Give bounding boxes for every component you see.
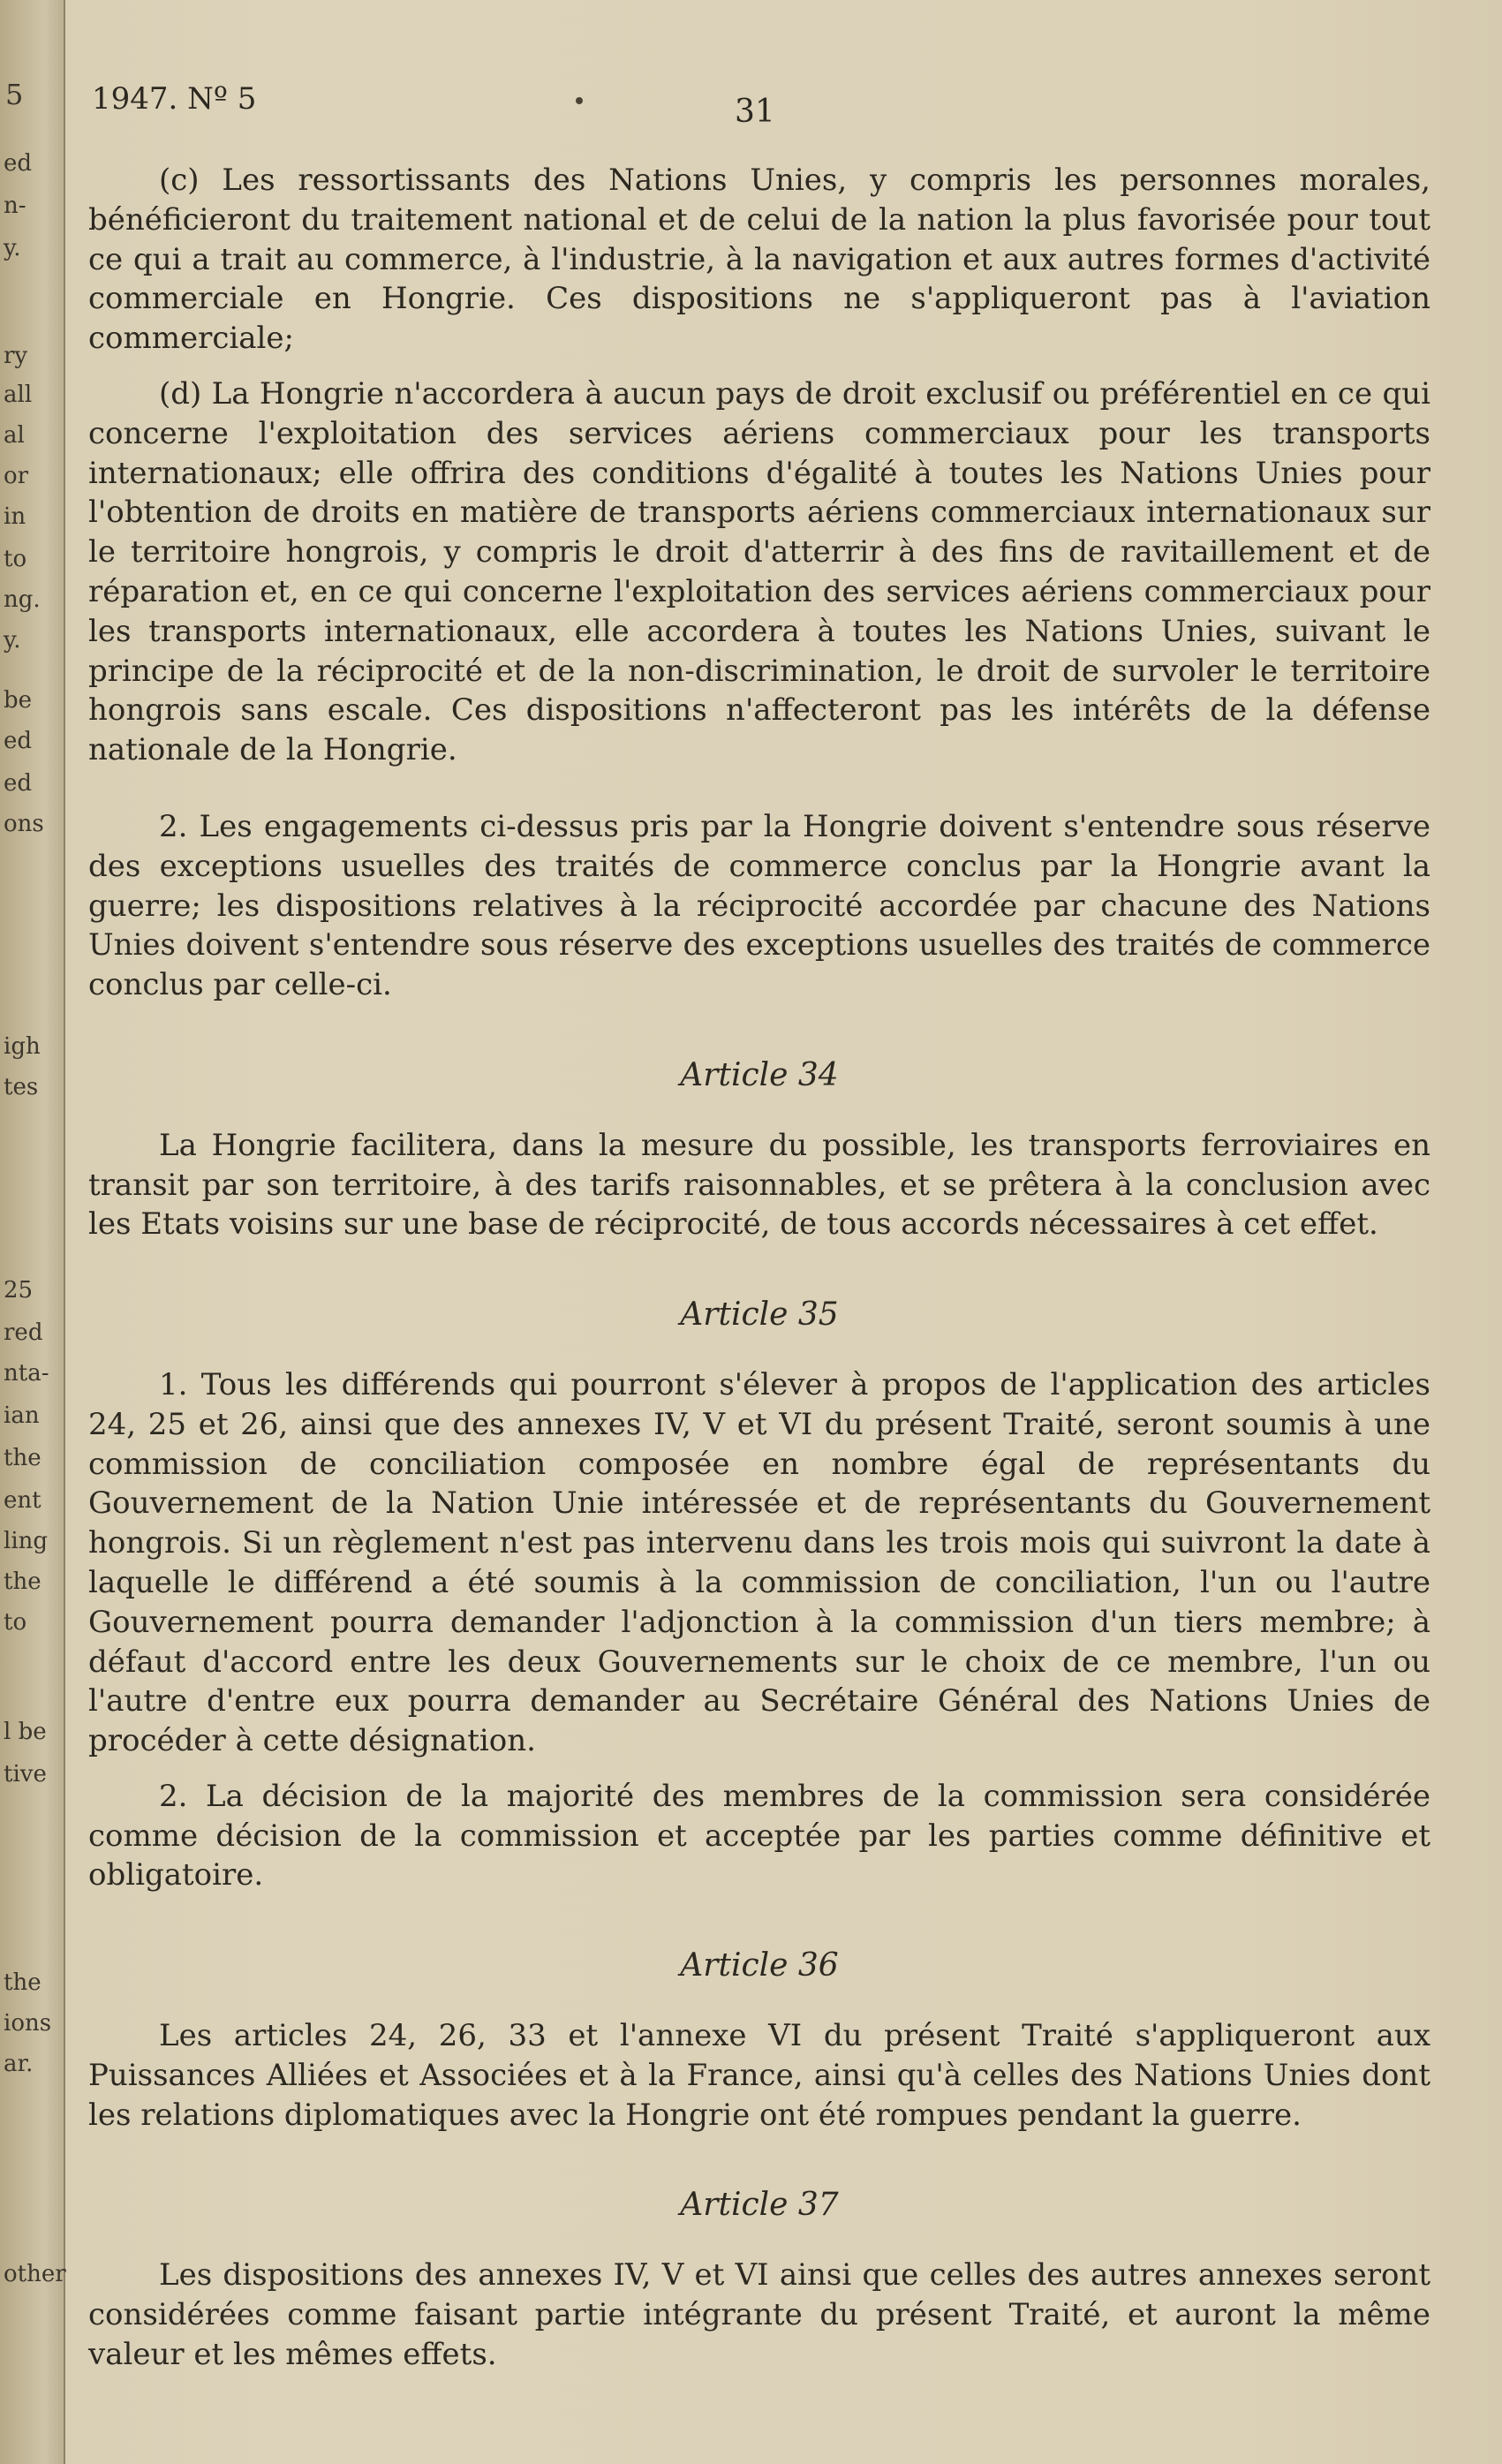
margin-fragment: n- (4, 193, 26, 219)
margin-fragment: tes (4, 1074, 39, 1100)
margin-fragment: ian (4, 1402, 40, 1429)
paragraph-2: 2. Les engagements ci-dessus pris par la Hongrie doivent s'entendre sous réserve des exceptions usuelles des traités de commerce conclus par la Hongrie avant la guerre; les dispositions relatives à la réciprocité accordée par chacune des Nations Unies doivent s'entendre sous réserve des exceptions usuelles des traités de commerce conclus par celle-ci. (88, 808, 1430, 1003)
margin-fragment: ar. (4, 2051, 34, 2077)
margin-fragment: or (4, 463, 29, 489)
margin-fragment: ed (4, 728, 33, 754)
page-body (88, 161, 1430, 2391)
adjacent-page-margin (0, 0, 65, 2464)
article-35-heading: Article 35 (680, 1296, 839, 1334)
margin-fragment: to (4, 546, 27, 572)
margin-fragment: to (4, 1609, 27, 1636)
margin-fragment: al (4, 422, 25, 449)
margin-fragment: ons (4, 811, 44, 837)
margin-fragment: all (4, 382, 33, 408)
margin-fragment: the (4, 1445, 42, 1471)
margin-fragment: l be (4, 1719, 47, 1745)
margin-fragment: 25 (4, 1277, 34, 1304)
paragraph-d: (d) La Hongrie n'accordera à aucun pays de droit exclusif ou préférentiel en ce qui concerne l'exploitation des services aériens commerciaux pour les transports internationaux; elle offrira des conditions d'égalité à toutes les Nations Unies pour l'obtention de droits en matière de transports aériens commerciaux internationaux sur le territoire hongrois, y compris le droit d'atterrir à des fins de ravitaillement et de réparation et, en ce qui concerne l'exploitation des services aériens commerciaux pour les transports internationaux, elle accordera à toutes les Nations Unies, suivant le principe de la réciprocité et de la non-discrimination, le droit de survoler le territoire hongrois sans escale. Ces dispositions n'affecteront pas les intérêts de la défense nationale de la Hongrie. (88, 375, 1430, 768)
margin-fragment: the (4, 1568, 42, 1595)
margin-fragment: y. (4, 235, 21, 261)
margin-fragment: the (4, 1969, 42, 1996)
margin-fragment: y. (4, 627, 21, 654)
paragraph-c: (c) Les ressortissants des Nations Unies, y compris les personnes morales, bénéficieront du traitement national et de celui de la nation la plus favorisée pour tout ce qui a trait au commerce, à l'industrie, à la navigation et aux autres formes d'activité commerciale en Hongrie. Ces dispositions ne s'appliqueront pas à l'aviation commerciale; (88, 163, 1430, 357)
article-34-text: La Hongrie facilitera, dans la mesure du possible, les transports ferroviaires en transit par son territoire, à des tarifs raisonnables, et se prêtera à la conclusion avec les Etats voisins sur une base de réciprocité, de tous accords nécessaires à cet effet. (88, 1127, 1430, 1243)
page-number: 31 (735, 94, 775, 130)
margin-fragment: ed (4, 770, 33, 797)
ink-dot (576, 97, 583, 104)
article-34-heading: Article 34 (680, 1056, 839, 1093)
margin-fragment: tive (4, 1761, 47, 1788)
margin-fragment: ed (4, 150, 33, 177)
article-36-heading: Article 36 (680, 1947, 839, 1984)
margin-fragment: be (4, 687, 33, 714)
margin-fragment: ng. (4, 586, 41, 613)
article-36-text: Les articles 24, 26, 33 et l'annexe VI du présent Traité s'appliqueront aux Puissances Alliées et Associées et à la France, ainsi qu'à celles des Nations Unies dont les relations diplomatiques avec la Hongrie ont été rompues pendant la guerre. (88, 2018, 1430, 2133)
margin-fragment: red (4, 1319, 43, 1346)
article-35-paragraph-1: 1. Tous les différends qui pourront s'élever à propos de l'application des articles 24, 25 et 26, ainsi que des annexes IV, V et VI du présent Traité, seront soumis à une commission de conciliation composée en nombre égal de représentants du Gouvernement de la Nation Unie intéressée et de représentants du Gouvernement hongrois. Si un règlement n'est pas intervenu dans les trois mois qui suivront la date à laquelle le différend a été soumis à la commission de conciliation, l'un ou l'autre Gouvernement pourra demander l'adjonction à la commission d'un tiers membre; à défaut d'accord entre les deux Gouvernements sur le choix de ce membre, l'un ou l'autre d'entre eux pourra demander au Secrétaire Général des Nations Unies de procéder à cette désignation. (88, 1366, 1430, 1759)
margin-page-number: 5 (5, 78, 24, 111)
margin-fragment: other (4, 2261, 66, 2287)
page-header (92, 81, 1414, 134)
margin-fragment: ions (4, 2010, 52, 2037)
article-37-heading: Article 37 (680, 2187, 839, 2224)
margin-fragment: in (4, 503, 26, 530)
article-35-paragraph-2: 2. La décision de la majorité des membres de la commission sera considérée comme décision de la commission et acceptée par les parties comme définitive et obligatoire. (88, 1778, 1430, 1893)
article-37-text: Les dispositions des annexes IV, V et VI ainsi que celles des autres annexes seront considérées comme faisant partie intégrante du présent Traité, et auront la même valeur et les mêmes effets. (88, 2257, 1430, 2372)
margin-fragment: ent (4, 1487, 42, 1514)
margin-fragment: ling (4, 1528, 49, 1554)
margin-fragment: igh (4, 1033, 41, 1060)
margin-fragment: nta- (4, 1360, 49, 1387)
year-issue: 1947. Nº 5 (92, 81, 257, 117)
margin-fragment: ry (4, 343, 28, 369)
